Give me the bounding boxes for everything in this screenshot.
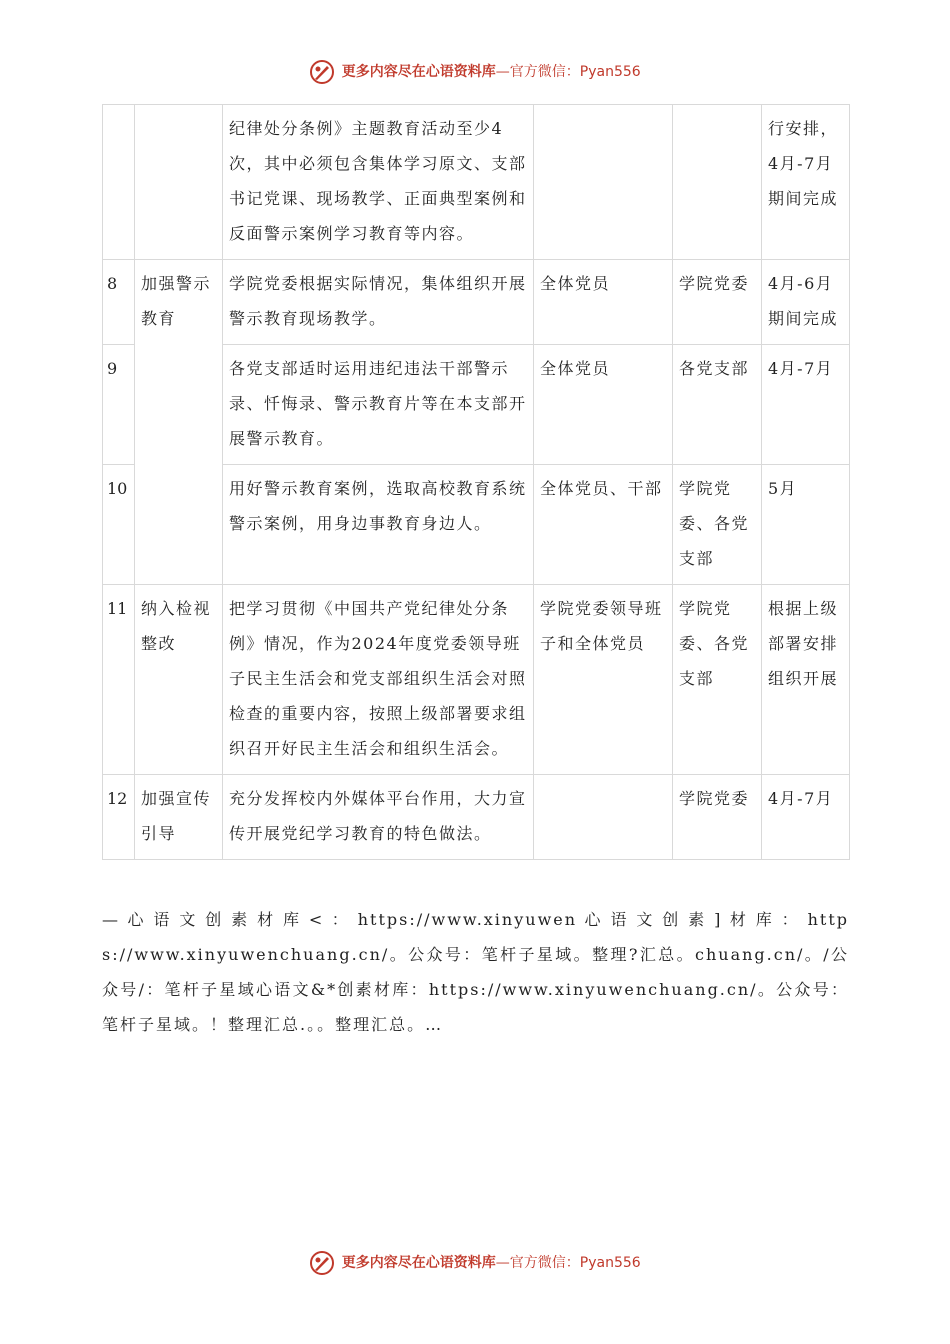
banner-separator: — [495,1255,510,1271]
row-owner [673,105,762,260]
row-item: 加强宣传引导 [135,775,223,860]
row-number: 11 [103,585,135,775]
table-row [103,260,850,345]
footer-paragraph: — 心 语 文 创 素 材 库 < ： https://www.xinyuwen 心 语 文 创 素 ] 材 库 ： https://www.xinyuwenchuang.cn/。公众号：笔杆子星域。整理?汇总。chuang.cn/。/公众号/：笔杆子星域心语文&*创素材库：https://www.xinyuwenchuang.cn/。公众号：笔杆子星域。！整理汇总.。。整理汇总。… [102,910,849,1034]
row-number: 9 [103,345,135,465]
row-owner: 学院党委、各党支部 [673,465,762,585]
row-content: 用好警示教育案例，选取高校教育系统警示案例，用身边事教育身边人。 [223,465,534,585]
row-target: 全体党员、干部 [534,465,673,585]
row-target: 全体党员 [534,345,673,465]
row-time: 4月-7月 [762,775,850,860]
row-time: 4月-6月期间完成 [762,260,850,345]
row-time: 行安排，4月-7月期间完成 [762,105,850,260]
row-content: 充分发挥校内外媒体平台作用，大力宣传开展党纪学习教育的特色做法。 [223,775,534,860]
table-row [103,105,850,260]
row-number: 12 [103,775,135,860]
row-item: 纳入检视整改 [135,585,223,775]
row-number: 10 [103,465,135,585]
footer-banner [0,1250,950,1276]
row-time: 4月-7月 [762,345,850,465]
row-owner: 学院党委 [673,260,762,345]
row-content: 把学习贯彻《中国共产党纪律处分条例》情况，作为2024年度党委领导班子民主生活会和党支部组织生活会对照检查的重要内容，按照上级部署要求组织召开好民主生活会和组织生活会。 [223,585,534,775]
banner-brand: 更多内容尽在心语资料库 [341,64,496,80]
row-owner: 学院党委、各党支部 [673,585,762,775]
row-owner: 学院党委 [673,775,762,860]
row-target [534,775,673,860]
pen-logo-icon [309,1250,335,1276]
row-content: 各党支部适时运用违纪违法干部警示录、忏悔录、警示教育片等在本支部开展警示教育。 [223,345,534,465]
row-content: 学院党委根据实际情况，集体组织开展警示教育现场教学。 [223,260,534,345]
row-number [103,105,135,260]
table-row [103,775,850,860]
row-time: 根据上级部署安排组织开展 [762,585,850,775]
banner-wechat: 官方微信：Pyan556 [509,64,641,80]
row-content: 纪律处分条例》主题教育活动至少4次，其中必须包含集体学习原文、支部书记党课、现场教学、正面典型案例和反面警示案例学习教育等内容。 [223,105,534,260]
row-owner: 各党支部 [673,345,762,465]
row-time: 5月 [762,465,850,585]
row-item [135,105,223,260]
row-target [534,105,673,260]
banner-separator: — [495,64,510,80]
row-number: 8 [103,260,135,345]
banner-brand: 更多内容尽在心语资料库 [341,1255,496,1271]
row-target: 全体党员 [534,260,673,345]
row-item: 加强警示教育 [135,260,223,585]
table-row [103,585,850,775]
header-banner [0,59,950,85]
row-target: 学院党委领导班子和全体党员 [534,585,673,775]
plan-table [102,104,850,860]
pen-logo-icon [309,59,335,85]
banner-wechat: 官方微信：Pyan556 [509,1255,641,1271]
